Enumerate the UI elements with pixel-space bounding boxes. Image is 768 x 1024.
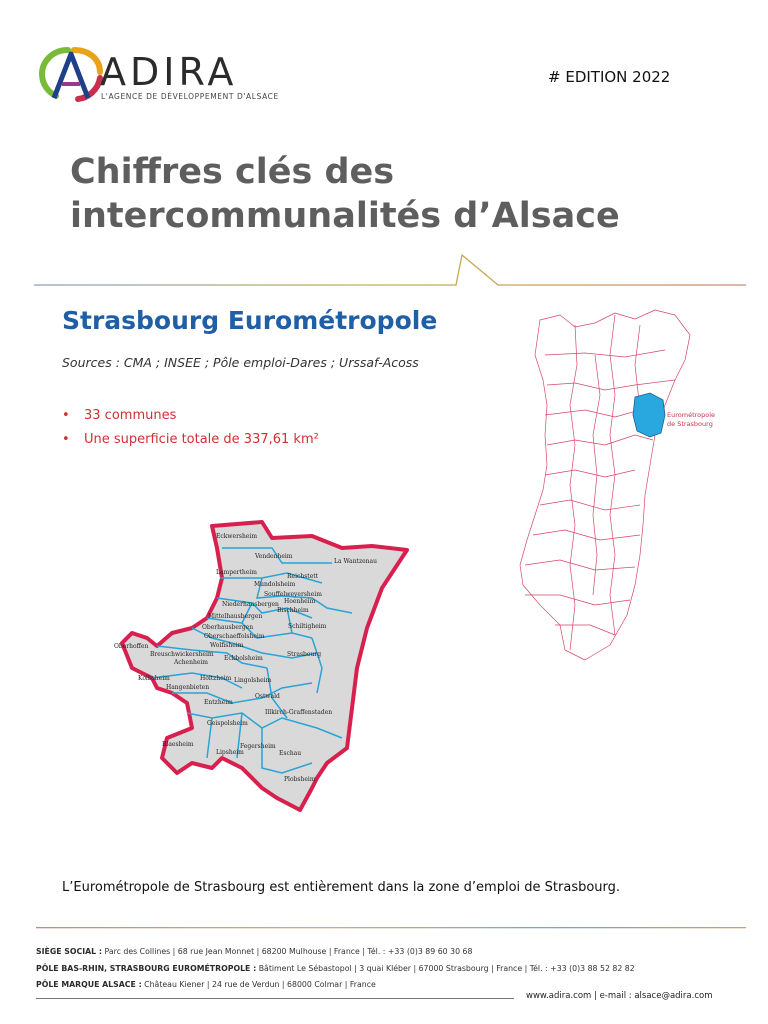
footer-line-1: SIÈGE SOCIAL : Parc des Collines | 68 rue Jean Monnet | 68200 Mulhouse | France | Tél. : +33 (0)3 89 60 30 68 <box>36 947 473 956</box>
label-mundolsheim: Mundolsheim <box>254 581 296 588</box>
label-la-wantzenau: La Wantzenau <box>334 558 377 565</box>
title-divider <box>34 252 746 290</box>
label-mittelhausbergen: Mittelhausbergen <box>208 613 263 620</box>
region-boundaries <box>520 310 690 660</box>
label-schiltigheim: Schiltigheim <box>288 623 327 630</box>
label-eckwersheim: Eckwersheim <box>216 533 258 540</box>
eurometropole-highlight <box>633 393 665 437</box>
label-niederhausbergen: Niederhausbergen <box>222 601 279 608</box>
label-geispolsheim: Geispolsheim <box>207 720 248 727</box>
title-line-2: intercommunalités d’Alsace <box>70 196 620 236</box>
label-vendenheim: Vendenheim <box>255 553 293 560</box>
footer-web-links: www.adira.com | e-mail : alsace@adira.com <box>526 991 713 1001</box>
footer-divider <box>36 926 746 930</box>
edition-label: # EDITION 2022 <box>548 68 671 86</box>
page-title <box>70 150 670 238</box>
label-fegersheim: Fegersheim <box>240 743 276 750</box>
label-blaesheim: Blaesheim <box>162 741 194 748</box>
label-wolfisheim: Wolfisheim <box>210 642 244 649</box>
label-hoenheim: Hoenheim <box>284 598 316 605</box>
eurometropole-commune-map <box>112 518 417 813</box>
label-ostwald: Ostwald <box>255 693 280 700</box>
label-plobsheim: Plobsheim <box>284 776 316 783</box>
label-achenheim: Achenheim <box>174 659 208 666</box>
section-title: Strasbourg Eurométropole <box>62 306 438 335</box>
key-facts-list <box>62 408 319 456</box>
label-oberhoffen: Oberhoffen <box>114 643 149 650</box>
label-oberschaeffolsheim: Oberschaeffolsheim <box>204 633 265 640</box>
sources-note: Sources : CMA ; INSEE ; Pôle emploi-Dares ; Urssaf-Acoss <box>62 355 419 370</box>
label-bischheim: Bischheim <box>277 607 309 614</box>
eurometropole-outline <box>122 522 407 810</box>
title-line-1: Chiffres clés des <box>70 152 395 192</box>
label-eckbolsheim: Eckbolsheim <box>224 655 263 662</box>
label-holtzheim: Holtzheim <box>200 675 232 682</box>
fact-communes: • 33 communes <box>62 408 319 423</box>
region-label-line-2: de Strasbourg <box>667 420 713 428</box>
label-lampertheim: Lampertheim <box>216 569 257 576</box>
label-reichstett: Reichstett <box>287 573 319 580</box>
adira-logo <box>38 44 106 102</box>
logo-tagline: L'AGENCE DE DÉVELOPPEMENT D'ALSACE <box>101 92 279 101</box>
label-lingolsheim: Lingolsheim <box>234 677 272 684</box>
label-hangenbieten: Hangenbieten <box>166 684 210 691</box>
map-caption: L’Eurométropole de Strasbourg est entièrement dans la zone d’emploi de Strasbourg. <box>62 880 621 895</box>
alsace-region-map <box>515 305 716 665</box>
footer-addresses <box>36 944 635 994</box>
label-entzheim: Entzheim <box>204 699 233 706</box>
logo-wordmark: ADIRA <box>100 50 238 94</box>
footer-line-3: PÔLE MARQUE ALSACE : Château Kiener | 24 rue de Verdun | 68000 Colmar | France <box>36 980 376 989</box>
fact-surface: • Une superficie totale de 337,61 km² <box>62 432 319 447</box>
footer-web-rule <box>36 998 514 999</box>
label-eschau: Eschau <box>279 750 302 757</box>
label-strasbourg: Strasbourg <box>287 651 322 658</box>
label-kolbsheim: Kolbsheim <box>138 675 170 682</box>
footer-line-2: PÔLE BAS-RHIN, STRASBOURG EUROMÉTROPOLE : Bâtiment Le Sébastopol | 3 quai Kléber | 67000 Strasbourg | France | Tél. : +33 (0)3 88 52 82 82 <box>36 963 635 973</box>
label-breuschwickersheim: Breuschwickersheim <box>150 651 214 658</box>
label-illkirch-graffenstaden: Illkirch-Graffenstaden <box>265 709 333 716</box>
label-souffelweyersheim: Souffelweyersheim <box>264 591 322 598</box>
label-oberhausbergen: Oberhausbergen <box>202 624 254 631</box>
label-lipsheim: Lipsheim <box>216 749 244 756</box>
region-label-line-1: Eurométropole <box>667 411 716 419</box>
